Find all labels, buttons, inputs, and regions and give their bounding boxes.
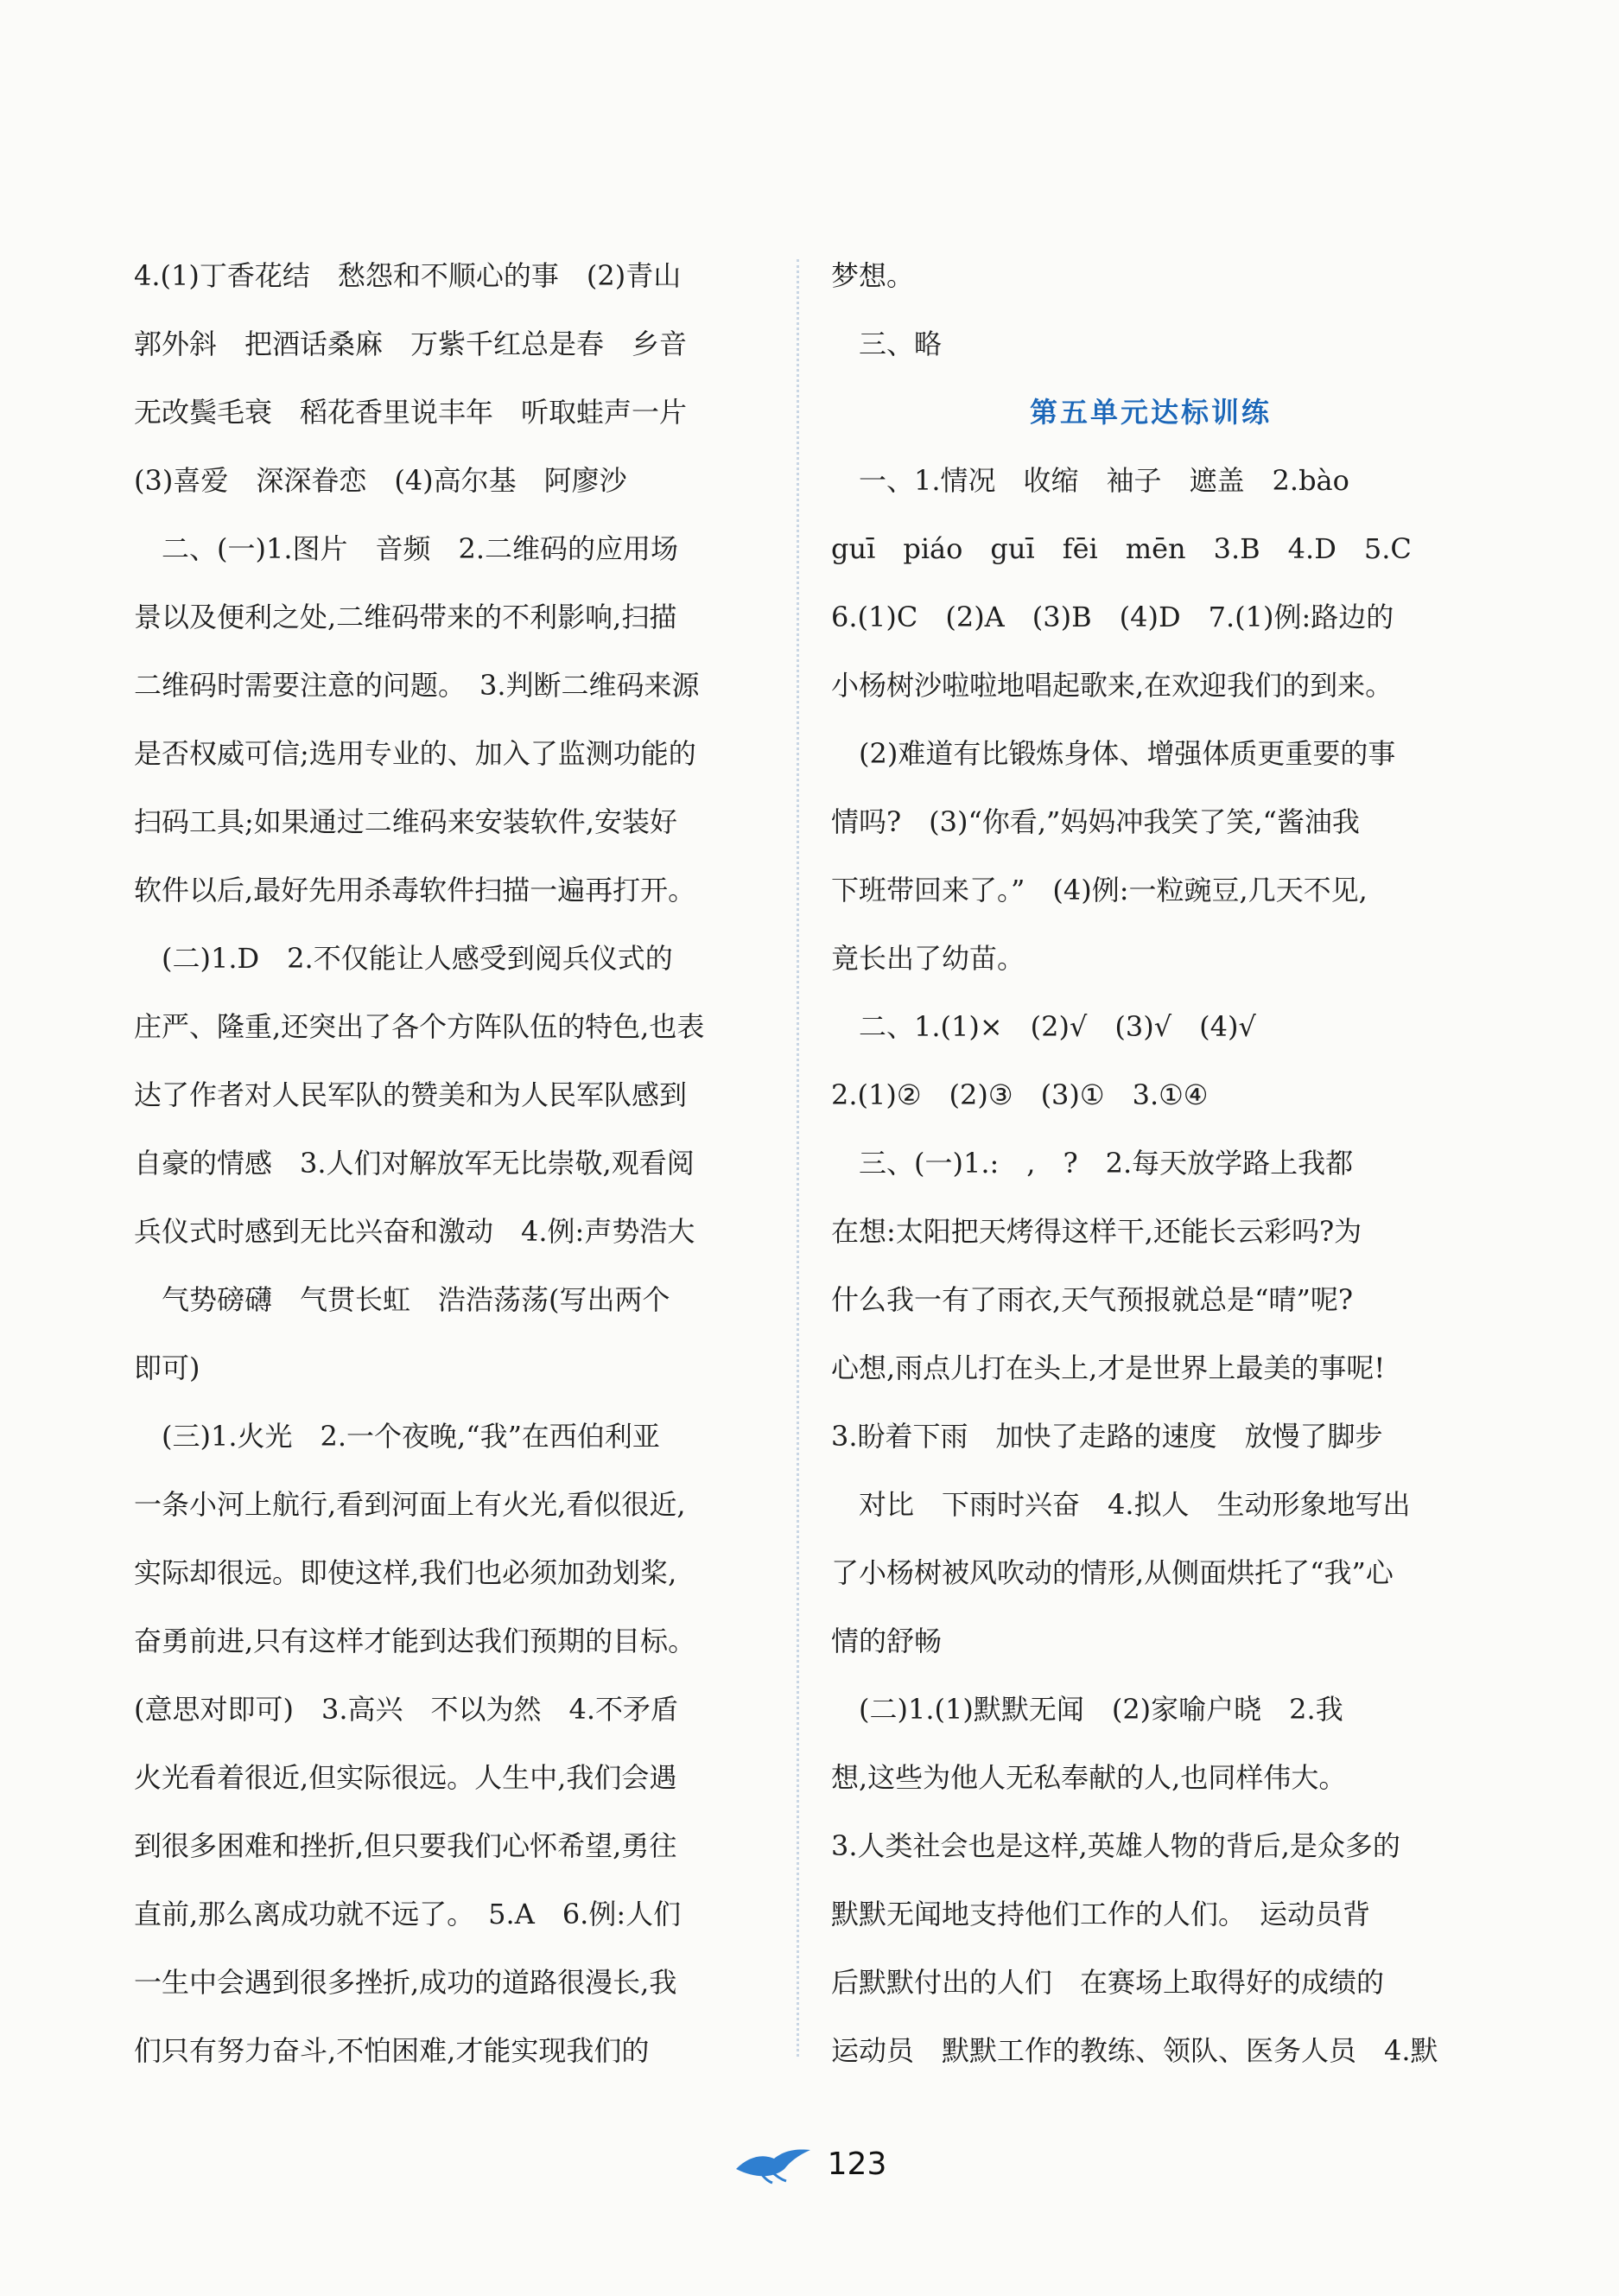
section-title: 第五单元达标训练: [1029, 396, 1272, 429]
answer-line: 达了作者对人民军队的赞美和为人民军队感到: [134, 1078, 688, 1111]
answer-line: 景以及便利之处,二维码带来的不利影响,扫描: [134, 601, 677, 633]
answer-line: (3)喜爱 深深眷恋 (4)高尔基 阿廖沙: [134, 464, 627, 497]
answer-line: 庄严、隆重,还突出了各个方阵队伍的特色,也表: [134, 1010, 705, 1043]
answer-line: 想,这些为他人无私奉献的人,也同样伟大。: [831, 1761, 1347, 1794]
answer-line: (二)1.(1)默默无闻 (2)家喻户晓 2.我: [831, 1693, 1343, 1726]
answer-line: 小杨树沙啦啦地唱起歌来,在欢迎我们的到来。: [831, 669, 1394, 702]
answer-line: 心想,雨点儿打在头上,才是世界上最美的事呢!: [831, 1352, 1386, 1384]
answer-line: 运动员 默默工作的教练、领队、医务人员 4.默: [831, 2034, 1438, 2067]
answer-line: 一条小河上航行,看到河面上有火光,看似很近,: [134, 1488, 686, 1521]
right-column: [831, 242, 1470, 2085]
answer-line: 即可): [134, 1352, 200, 1384]
answer-line: (2)难道有比锻炼身体、增强体质更重要的事: [831, 737, 1396, 770]
answer-line: 三、略: [831, 328, 943, 360]
answer-line: 直前,那么离成功就不远了。 5.A 6.例:人们: [134, 1898, 682, 1930]
answer-line: 4.(1)丁香花结 愁怨和不顺心的事 (2)青山: [134, 259, 682, 292]
answer-line: 情的舒畅: [831, 1625, 943, 1657]
answer-line: 一生中会遇到很多挫折,成功的道路很漫长,我: [134, 1966, 677, 1999]
answer-line: guī piáo guī fēi mēn 3.B 4.D 5.C: [831, 532, 1412, 565]
answer-line: 自豪的情感 3.人们对解放军无比崇敬,观看阅: [134, 1147, 695, 1180]
answer-line: 6.(1)C (2)A (3)B (4)D 7.(1)例:路边的: [831, 601, 1394, 633]
answer-line: 一、1.情况 收缩 袖子 遮盖 2.bào: [831, 464, 1349, 497]
answer-line: 对比 下雨时兴奋 4.拟人 生动形象地写出: [831, 1488, 1411, 1521]
answer-line: 实际却很远。即使这样,我们也必须加劲划桨,: [134, 1556, 677, 1589]
answer-line: 梦想。: [831, 259, 915, 292]
answer-line: 了小杨树被风吹动的情形,从侧面烘托了“我”心: [831, 1556, 1394, 1589]
answer-line: 3.人类社会也是这样,英雄人物的背后,是众多的: [831, 1829, 1400, 1862]
answer-line: 软件以后,最好先用杀毒软件扫描一遍再打开。: [134, 874, 696, 906]
answer-line: 二、(一)1.图片 音频 2.二维码的应用场: [134, 532, 679, 565]
answer-line: 后默默付出的人们 在赛场上取得好的成绩的: [831, 1966, 1385, 1999]
page-number: 123: [827, 2146, 887, 2182]
answer-line: 气势磅礴 气贯长虹 浩浩荡荡(写出两个: [134, 1283, 670, 1316]
answer-line: 竟长出了幼苗。: [831, 942, 1025, 975]
answer-line: 无改鬓毛衰 稻花香里说丰年 听取蛙声一片: [134, 396, 688, 429]
answer-line: 2.(1)② (2)③ (3)① 3.①④: [831, 1078, 1209, 1111]
answer-line: 扫码工具;如果通过二维码来安装软件,安装好: [134, 805, 677, 838]
answer-line: 二维码时需要注意的问题。 3.判断二维码来源: [134, 669, 700, 702]
answer-line: 们只有努力奋斗,不怕困难,才能实现我们的: [134, 2034, 650, 2067]
answer-line: 是否权威可信;选用专业的、加入了监测功能的: [134, 737, 696, 770]
answer-line: 3.盼着下雨 加快了走路的速度 放慢了脚步: [831, 1420, 1383, 1453]
answer-line: 火光看着很近,但实际很远。人生中,我们会遇: [134, 1761, 677, 1794]
answer-line: 情吗? (3)“你看,”妈妈冲我笑了笑,“酱油我: [831, 805, 1360, 838]
answer-line: 郭外斜 把酒话桑麻 万紫千红总是春 乡音: [134, 328, 688, 360]
answer-line: 什么我一有了雨衣,天气预报就总是“晴”呢?: [831, 1283, 1354, 1316]
answer-line: 在想:太阳把天烤得这样干,还能长云彩吗?为: [831, 1215, 1362, 1248]
answer-line: 兵仪式时感到无比兴奋和激动 4.例:声势浩大: [134, 1215, 695, 1248]
answer-line: (三)1.火光 2.一个夜晚,“我”在西伯利亚: [134, 1420, 660, 1453]
page-footer: [0, 2143, 1619, 2185]
answer-line: 下班带回来了。” (4)例:一粒豌豆,几天不见,: [831, 874, 1368, 906]
answer-line: 到很多困难和挫折,但只要我们心怀希望,勇往: [134, 1829, 677, 1862]
answer-line: 默默无闻地支持他们工作的人们。 运动员背: [831, 1898, 1371, 1930]
answer-line: (意思对即可) 3.高兴 不以为然 4.不矛盾: [134, 1693, 679, 1726]
column-divider: [797, 259, 799, 2057]
answer-line: 二、1.(1)× (2)√ (3)√ (4)√: [831, 1010, 1256, 1043]
answer-line: 奋勇前进,只有这样才能到达我们预期的目标。: [134, 1625, 696, 1657]
answer-line: (二)1.D 2.不仅能让人感受到阅兵仪式的: [134, 942, 673, 975]
answer-line: 三、(一)1.: , ? 2.每天放学路上我都: [831, 1147, 1354, 1180]
left-column: [134, 242, 773, 2085]
bird-icon: [733, 2143, 816, 2185]
